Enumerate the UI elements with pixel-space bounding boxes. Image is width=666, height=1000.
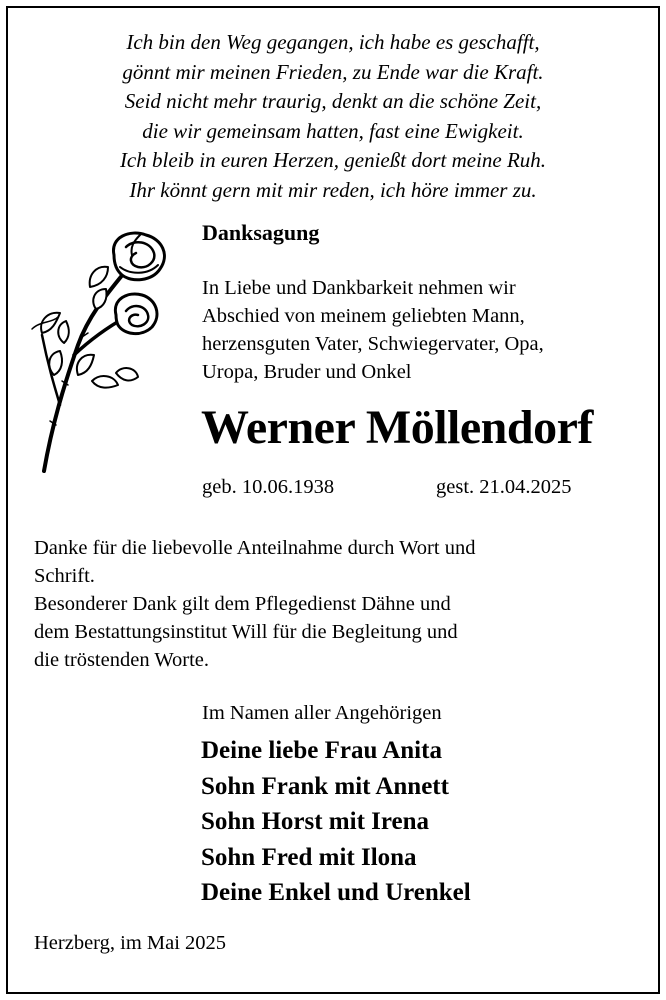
death-date: gest. 21.04.2025 xyxy=(436,476,572,498)
thanks-line: Besonderer Dank gilt dem Pflegedienst Dähne und xyxy=(34,593,451,615)
thanks-line: Danke für die liebevolle Anteilnahme durch Wort und xyxy=(34,537,476,559)
poem-line: Ich bin den Weg gegangen, ich habe es geschafft, xyxy=(126,30,540,54)
thanks-text xyxy=(34,534,475,674)
poem-line: die wir gemeinsam hatten, fast eine Ewigkeit. xyxy=(142,118,524,143)
poem-line: Seid nicht mehr traurig, denkt an die schöne Zeit, xyxy=(124,89,542,113)
intro-line: In Liebe und Dankbarkeit nehmen wir xyxy=(202,277,516,299)
intro-line: Uropa, Bruder und Onkel xyxy=(202,361,412,383)
thanks-line: die tröstenden Worte. xyxy=(34,649,210,671)
mourner-name: Sohn Frank mit Annett xyxy=(201,772,449,800)
mourners-list xyxy=(201,733,471,911)
thanks-line: dem Bestattungsinstitut Will für die Begleitung und xyxy=(34,621,458,643)
birth-date: geb. 10.06.1938 xyxy=(202,476,335,498)
intro-line: Abschied von meinem geliebten Mann, xyxy=(202,305,525,327)
intro-line: herzensguten Vater, Schwiegervater, Opa, xyxy=(202,333,544,355)
thanks-line: Schrift. xyxy=(34,565,95,587)
deceased-name: Werner Möllendorf xyxy=(201,401,593,454)
mourner-name: Deine Enkel und Urenkel xyxy=(201,879,471,906)
place-date: Herzberg, im Mai 2025 xyxy=(34,932,227,954)
heading: Danksagung xyxy=(202,220,320,245)
poem-line: Ihr könnt gern mit mir reden, ich höre immer zu. xyxy=(129,177,537,202)
mourner-name: Deine liebe Frau Anita xyxy=(201,737,442,764)
poem-line: Ich bleib in euren Herzen, genießt dort meine Ruh. xyxy=(119,148,547,172)
poem xyxy=(0,28,666,205)
intro-text xyxy=(202,274,544,386)
mourner-name: Sohn Horst mit Irena xyxy=(201,808,430,835)
mourner-name: Sohn Fred mit Ilona xyxy=(201,843,417,871)
rose-icon xyxy=(30,225,170,480)
poem-line: gönnt mir meinen Frieden, zu Ende war die Kraft. xyxy=(122,59,544,84)
mourners-intro: Im Namen aller Angehörigen xyxy=(202,702,442,724)
